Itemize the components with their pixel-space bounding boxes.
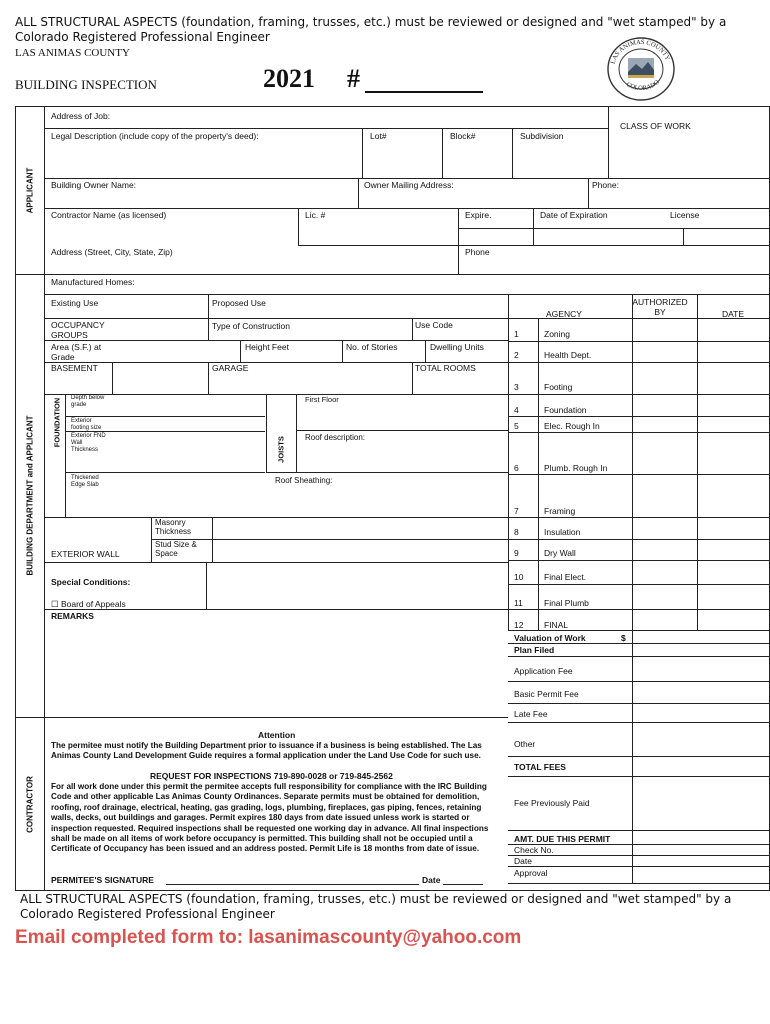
special-conditions-label: Special Conditions:	[51, 577, 131, 587]
use-code-label: Use Code	[415, 320, 453, 330]
agency-row-name: Framing	[544, 506, 576, 516]
area-label: Area (S.F.) at Grade	[51, 342, 102, 362]
fee-previously-paid-label: Fee Previously Paid	[514, 798, 590, 808]
agency-row-name: Final Plumb	[544, 598, 589, 608]
remarks-label: REMARKS	[51, 611, 94, 621]
thickened-edge-slab-label: Thickened Edge Slab	[71, 475, 99, 488]
county-seal-logo	[606, 36, 676, 102]
owner-phone-label: Phone:	[592, 180, 619, 190]
agency-row-name: FINAL	[544, 620, 569, 630]
applicant-section-label: APPLICANT	[25, 167, 35, 214]
roof-description-label: Roof description:	[305, 433, 366, 442]
amount-due-label: AMT. DUE THIS PERMIT	[514, 834, 611, 844]
building-section-label: BUILDING DEPARTMENT and APPLICANT	[25, 415, 35, 576]
address-label: Address (Street, City, State, Zip)	[51, 247, 173, 257]
valuation-of-work-label: Valuation of Work	[514, 633, 586, 643]
agency-row-number: 12	[514, 620, 524, 630]
signature-date-line[interactable]	[443, 884, 483, 885]
exterior-fnd-wall-label: Exterior FND Wall Thickness	[71, 433, 106, 453]
agency-row-number: 9	[514, 548, 519, 558]
permit-number-label: #	[347, 64, 360, 93]
agency-row-number: 11	[514, 598, 523, 608]
attention-heading: Attention	[258, 730, 296, 740]
type-of-construction-label: Type of Construction	[212, 321, 290, 331]
agency-row-name: Health Dept.	[544, 350, 592, 360]
authorized-by-header: AUTHORIZED BY	[632, 297, 688, 317]
address-of-job-label: Address of Job:	[51, 111, 111, 121]
depth-below-grade-label: Depth below grade	[71, 395, 105, 408]
agency-row-divider	[508, 560, 770, 561]
subdivision-label: Subdivision	[520, 131, 564, 141]
legal-description-label: Legal Description (include copy of the property's deed):	[51, 131, 259, 141]
date-of-expiration-label: Date of Expiration	[540, 210, 608, 220]
exterior-footing-size-label: Exterior footing size	[71, 418, 102, 431]
agency-row-name: Insulation	[544, 527, 581, 537]
agency-row-divider	[508, 341, 770, 342]
no-of-stories-label: No. of Stories	[346, 342, 398, 352]
svg-text:COLORADO: COLORADO	[624, 78, 661, 93]
expire-label: Expire.	[465, 210, 492, 220]
agency-row-divider	[508, 432, 770, 433]
application-fee-label: Application Fee	[514, 666, 573, 676]
agency-row-number: 10	[514, 572, 524, 582]
foundation-section-label: FOUNDATION	[52, 397, 62, 448]
agency-row-number: 6	[514, 463, 519, 473]
department-title: BUILDING INSPECTION	[15, 77, 157, 92]
agency-row-name: Footing	[544, 382, 573, 392]
agency-row-divider	[508, 517, 770, 518]
roof-sheathing-label: Roof Sheathing:	[275, 476, 333, 485]
agency-row-number: 3	[514, 382, 519, 392]
stud-size-space-label: Stud Size & Space	[155, 540, 197, 559]
permitee-signature-line[interactable]	[166, 884, 419, 885]
agency-row-name: Zoning	[544, 329, 570, 339]
permit-number-field[interactable]	[365, 91, 483, 93]
agency-row-name: Final Elect.	[544, 572, 587, 582]
total-rooms-label: TOTAL ROOMS	[415, 363, 476, 373]
masonry-thickness-label: Masonry Thickness	[155, 518, 192, 537]
contractor-section-label: CONTRACTOR	[25, 776, 35, 833]
agency-row-divider	[508, 584, 770, 585]
request-inspections-heading: REQUEST FOR INSPECTIONS 719-890-0028 or 719-845-2562	[150, 771, 393, 781]
agency-row-divider	[508, 394, 770, 395]
license-number-label: Lic. #	[305, 210, 326, 220]
dwelling-units-label: Dwelling Units	[430, 342, 484, 352]
owner-name-label: Building Owner Name:	[51, 180, 137, 190]
agency-row-divider	[508, 416, 770, 417]
check-no-label: Check No.	[514, 845, 554, 855]
agency-row-divider	[508, 362, 770, 363]
agency-row-number: 4	[514, 405, 519, 415]
manufactured-homes-label: Manufactured Homes:	[51, 277, 135, 287]
total-fees-label: TOTAL FEES	[514, 762, 566, 772]
agency-row-number: 2	[514, 350, 519, 360]
svg-text:LAS ANIMAS COUNTY: LAS ANIMAS COUNTY	[609, 38, 672, 65]
lot-label: Lot#	[370, 131, 387, 141]
agency-row-divider	[508, 474, 770, 475]
structural-notice-bottom: ALL STRUCTURAL ASPECTS (foundation, framing, trusses, etc.) must be reviewed or designed and "wet stamped" by a Colorado Registered Professional Engineer	[20, 892, 732, 921]
exterior-wall-label: EXTERIOR WALL	[51, 549, 120, 559]
approval-label: Approval	[514, 868, 548, 878]
request-inspections-text: For all work done under this permit the permitee accepts full responsibility for compliance with the IRC Building Code and other applicable Las Animas County Ordinances. Separate permits must be obtained for demolition, roofing, roof drainage, electrical, heating, gas grading, logs, plumbing, fireplaces, gas piping, fences, retaining walls, decks, out buildings and garages. Permit expires 180 days from date issued unless work is started or inspection requested. Required inspections shall be requested one working day in advance. All final inspections shall be made on all items of work before occupancy is permitted. This building shall not be occupied until a Certificate of Occupancy has been issued and an address posted. Permit Life is 18 months from date of issue.	[51, 782, 489, 854]
county-name: LAS ANIMAS COUNTY	[15, 47, 130, 59]
agency-row-number: 5	[514, 421, 519, 431]
existing-use-label: Existing Use	[51, 298, 99, 308]
contractor-phone-label: Phone	[465, 247, 490, 257]
date-header: DATE	[722, 309, 745, 319]
date-label: Date	[514, 856, 532, 866]
class-of-work-label: CLASS OF WORK	[620, 121, 691, 131]
block-label: Block#	[450, 131, 476, 141]
agency-row-divider	[508, 609, 770, 610]
email-instruction[interactable]: Email completed form to: lasanimascounty@yahoo.com	[15, 927, 522, 948]
agency-row-name: Dry Wall	[544, 548, 576, 558]
basement-label: BASEMENT	[51, 363, 98, 373]
joists-section-label: JOISTS	[276, 436, 286, 463]
structural-notice-top: ALL STRUCTURAL ASPECTS (foundation, framing, trusses, etc.) must be reviewed or designed and "wet stamped" by a Colorado Registered Professional Engineer	[15, 15, 727, 44]
basic-permit-fee-label: Basic Permit Fee	[514, 689, 579, 699]
first-floor-label: First Floor	[305, 395, 339, 404]
agency-row-number: 8	[514, 527, 519, 537]
late-fee-label: Late Fee	[514, 709, 548, 719]
attention-text: The permitee must notify the Building Department prior to issuance if a business is being established. The Las Animas County Land Development Guide requires a formal application under the Land Use Code for such use.	[51, 741, 482, 761]
plan-filed-label: Plan Filed	[514, 645, 555, 655]
agency-header: AGENCY	[546, 309, 582, 319]
license-label: License	[670, 210, 700, 220]
signature-date-label: Date	[422, 875, 441, 885]
agency-row-name: Plumb. Rough In	[544, 463, 608, 473]
owner-mailing-label: Owner Mailing Address:	[364, 180, 454, 190]
agency-row-number: 7	[514, 506, 519, 516]
garage-label: GARAGE	[212, 363, 249, 373]
occupancy-groups-label: OCCUPANCY GROUPS	[51, 320, 105, 340]
permit-year: 2021	[263, 64, 315, 93]
permitee-signature-label: PERMITEE'S SIGNATURE	[51, 875, 154, 885]
agency-row-name: Elec. Rough In	[544, 421, 600, 431]
contractor-name-label: Contractor Name (as licensed)	[51, 210, 167, 220]
board-of-appeals-checkbox[interactable]: ☐ Board of Appeals	[51, 599, 126, 609]
agency-row-name: Foundation	[544, 405, 587, 415]
other-fee-label: Other	[514, 739, 536, 749]
agency-row-number: 1	[514, 329, 519, 339]
agency-row-divider	[508, 539, 770, 540]
valuation-dollar-sign: $	[621, 633, 626, 643]
height-feet-label: Height Feet	[245, 342, 289, 352]
proposed-use-label: Proposed Use	[212, 298, 266, 308]
